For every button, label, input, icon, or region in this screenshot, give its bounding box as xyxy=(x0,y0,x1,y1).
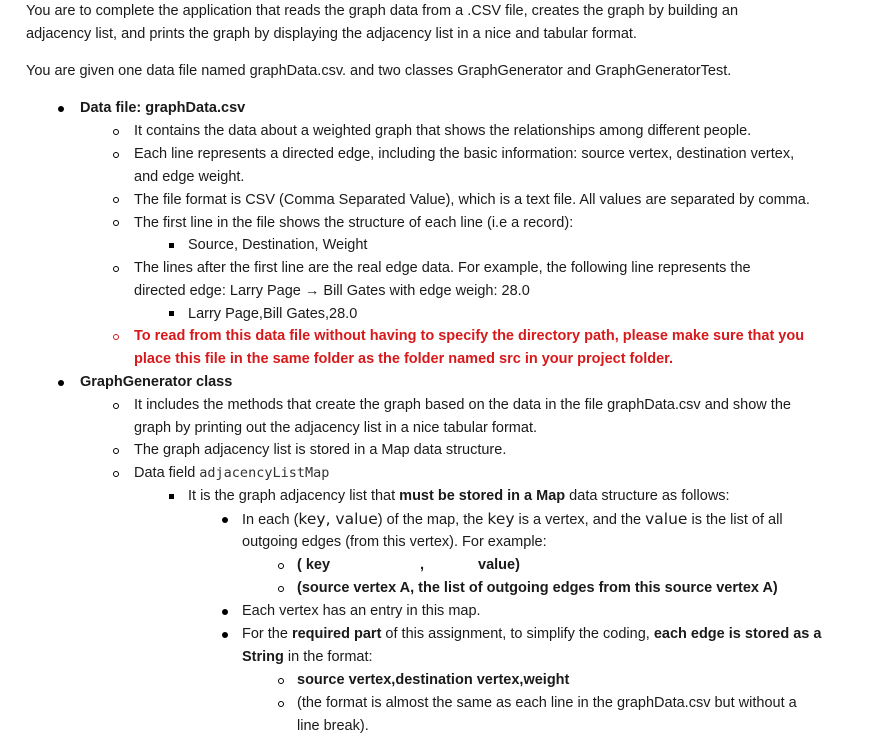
b1-value-2: value xyxy=(645,510,688,528)
b1-key-2: key xyxy=(487,510,515,528)
bullet-dot-icon xyxy=(222,632,228,638)
b3-b: required part xyxy=(291,626,382,642)
generator-sub-b: must be stored in a Map xyxy=(399,488,566,504)
b3-d: each edge is stored as a xyxy=(653,626,822,642)
datafile-item-5-line-1: The lines after the first line are the real edge data. For example, the following line represents the xyxy=(134,260,751,276)
generator-item-1-line-1: It includes the methods that create the graph based on the data in the file graphData.csv and show the xyxy=(134,397,791,413)
bullet-circle-icon xyxy=(113,129,119,135)
b1-a: In each ( xyxy=(242,512,299,528)
intro-line-1: You are to complete the application that reads the graph data from a .CSV file, creates the graph by building an xyxy=(26,3,739,19)
kv-desc: (source vertex A, the list of outgoing edges from this source vertex A) xyxy=(297,580,778,596)
generator-item-3-prefix: Data field xyxy=(134,465,200,481)
kv-close: value) xyxy=(478,557,520,573)
datafile-item-4-sub: Source, Destination, Weight xyxy=(188,237,368,253)
datafile-item-6-line-1: To read from this data file without having to specify the directory path, please make sure that you xyxy=(134,328,805,344)
generator-sub-a: It is the graph adjacency list that xyxy=(188,488,400,504)
bullet-circle-icon xyxy=(113,266,119,272)
b3-c: of this assignment, to simplify the coding, xyxy=(381,626,654,642)
b1-g: is a vertex, and the xyxy=(514,512,646,528)
b3-a: For the xyxy=(242,626,292,642)
bullet-square-icon xyxy=(169,311,174,316)
datafile-item-1: It contains the data about a weighted graph that shows the relationships among different people. xyxy=(134,123,752,139)
generator-bullet-3-line-1 xyxy=(242,624,821,644)
generator-sub xyxy=(188,486,730,506)
bullet-circle-icon xyxy=(113,403,119,409)
datafile-item-3: The file format is CSV (Comma Separated Value), which is a text file. All values are separated by comma. xyxy=(134,192,810,208)
intro-line-2: adjacency list, and prints the graph by displaying the adjacency list in a nice and tabular format. xyxy=(26,26,637,42)
bullet-circle-icon xyxy=(278,678,284,684)
bullet-circle-icon xyxy=(113,197,119,203)
generator-item-1-line-2: graph by printing out the adjacency list in a nice tabular format. xyxy=(134,420,538,436)
generator-sub-c: data structure as follows: xyxy=(565,488,730,504)
bullet-dot-icon xyxy=(222,517,228,523)
datafile-item-4: The first line in the file shows the structure of each line (i.e a record): xyxy=(134,215,574,231)
b1-i: is the list of all xyxy=(687,512,783,528)
format-string: source vertex,destination vertex,weight xyxy=(297,672,570,688)
bullet-dot-icon xyxy=(58,106,64,112)
bullet-dot-icon xyxy=(222,609,228,615)
bullet-circle-icon xyxy=(113,220,119,226)
bullet-square-icon xyxy=(169,494,174,499)
bullet-circle-icon xyxy=(278,586,284,592)
bullet-square-icon xyxy=(169,243,174,248)
bullet-circle-icon xyxy=(278,563,284,569)
bullet-circle-icon xyxy=(113,152,119,158)
bullet-circle-icon xyxy=(113,471,119,477)
generator-item-2: The graph adjacency list is stored in a Map data structure. xyxy=(134,442,507,458)
generator-bullet-2: Each vertex has an entry in this map. xyxy=(242,603,481,619)
code-adjacency-list-map: adjacencyListMap xyxy=(199,465,330,481)
generator-bullet-3-line-2 xyxy=(242,647,373,667)
generator-heading: GraphGenerator class xyxy=(80,374,233,390)
kv-comma: , xyxy=(420,557,425,573)
kv-open: ( key xyxy=(297,557,331,573)
b3-f: in the format: xyxy=(283,649,373,665)
b3-e: String xyxy=(242,649,284,665)
generator-bullet-1-line-2: outgoing edges (from this vertex). For example: xyxy=(242,534,547,550)
format-note-line-1: (the format is almost the same as each line in the graphData.csv but without a xyxy=(297,695,797,711)
intro-line-3: You are given one data file named graphData.csv. and two classes GraphGenerator and GraphGeneratorTest. xyxy=(26,63,732,79)
datafile-item-5-line-2: directed edge: Larry Page → Bill Gates with edge weigh: 28.0 xyxy=(134,283,530,299)
datafile-item-2-line-2: and edge weight. xyxy=(134,169,245,185)
datafile-item-5-sub: Larry Page,Bill Gates,28.0 xyxy=(188,306,358,322)
b1-key: key xyxy=(298,510,326,528)
b1-comma: , xyxy=(325,510,336,528)
b1-value: value xyxy=(335,510,378,528)
datafile-item-2-line-1: Each line represents a directed edge, including the basic information: source vertex, destination vertex, xyxy=(134,146,795,162)
bullet-circle-icon xyxy=(113,334,119,340)
generator-bullet-1-line-1 xyxy=(242,509,783,530)
datafile-heading: Data file: graphData.csv xyxy=(80,100,246,116)
bullet-dot-icon xyxy=(58,380,64,386)
b1-e: ) of the map, the xyxy=(377,512,488,528)
format-note-line-2: line break). xyxy=(297,718,369,734)
generator-item-3 xyxy=(134,463,329,483)
datafile-item-6-line-2: place this file in the same folder as the folder named src in your project folder. xyxy=(134,351,674,367)
bullet-circle-icon xyxy=(113,448,119,454)
bullet-circle-icon xyxy=(278,701,284,707)
